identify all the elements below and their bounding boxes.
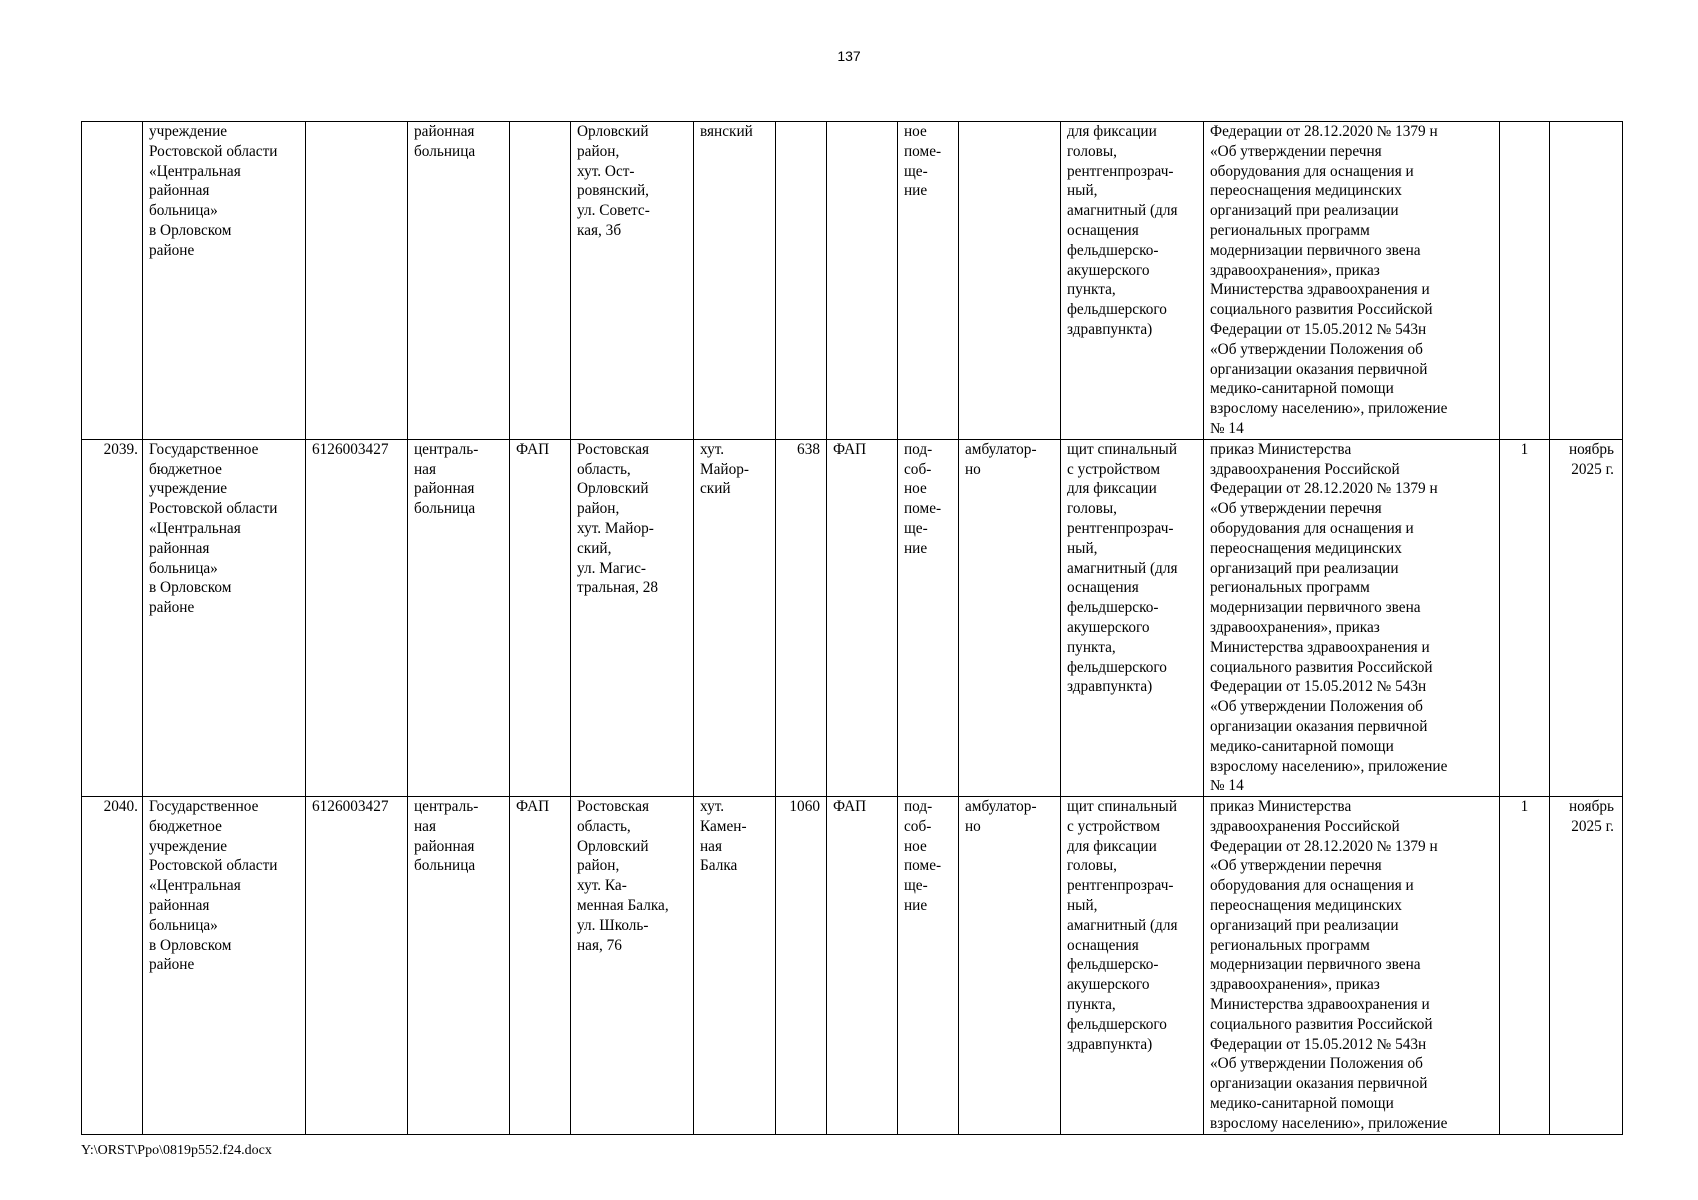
cell-unit-2 — [827, 122, 898, 440]
cell-care-type: амбулатор- но — [959, 439, 1061, 796]
cell-basis: Федерации от 28.12.2020 № 1379 н «Об утверждении перечня оборудования для оснащения и переоснащения медицинских организаций при реализации региональных программ модернизации первичного звена здравоохранения», приказ Министерства здравоохранения и социального развития Российской Федерации от 15.05.2012 № 543н «Об утверждении Положения об организации оказания первичной медико-санитарной помощи взрослому населению», приложение № 14 — [1204, 122, 1500, 440]
cell-premises: под- соб- ное поме- ще- ние — [898, 439, 959, 796]
page-number: 137 — [837, 48, 861, 64]
cell-quantity: 1 — [1500, 797, 1550, 1135]
cell-address: Ростовская область, Орловский район, хут. Майор- ский, ул. Магис- тральная, 28 — [571, 439, 694, 796]
cell-organization: Государственное бюджетное учреждение Ростовской области «Центральная районная больница» в Орловском районе — [143, 797, 306, 1135]
cell-unit — [510, 122, 571, 440]
cell-address: Орловский район, хут. Ост- ровянский, ул. Советс- кая, 3б — [571, 122, 694, 440]
cell-equipment: щит спинальный с устройством для фиксации головы, рентгенпрозрач- ный, амагнитный (для оснащения фельдшерско- акушерского пункта, фельдшерского здравпункта) — [1061, 439, 1204, 796]
cell-number: 2040. — [82, 797, 143, 1135]
cell-care-type — [959, 122, 1061, 440]
cell-inn: 6126003427 — [306, 797, 408, 1135]
cell-org-type: централь- ная районная больница — [408, 439, 510, 796]
cell-date: ноябрь 2025 г. — [1550, 439, 1623, 796]
cell-care-type: амбулатор- но — [959, 797, 1061, 1135]
cell-premises: под- соб- ное поме- ще- ние — [898, 797, 959, 1135]
cell-organization: Государственное бюджетное учреждение Ростовской области «Центральная районная больница» в Орловском районе — [143, 439, 306, 796]
table-row — [82, 797, 1623, 1135]
file-path-footer: Y:\ORST\Ppo\0819p552.f24.docx — [81, 1143, 272, 1158]
cell-locality: вянский — [694, 122, 776, 440]
cell-population: 1060 — [776, 797, 827, 1135]
cell-org-type: районная больница — [408, 122, 510, 440]
cell-inn — [306, 122, 408, 440]
cell-number — [82, 122, 143, 440]
cell-number: 2039. — [82, 439, 143, 796]
cell-org-type: централь- ная районная больница — [408, 797, 510, 1135]
cell-unit-2: ФАП — [827, 439, 898, 796]
cell-unit-2: ФАП — [827, 797, 898, 1135]
cell-locality: хут. Камен- ная Балка — [694, 797, 776, 1135]
cell-equipment: для фиксации головы, рентгенпрозрач- ный, амагнитный (для оснащения фельдшерско- акушерского пункта, фельдшерского здравпункта) — [1061, 122, 1204, 440]
cell-unit: ФАП — [510, 797, 571, 1135]
cell-basis: приказ Министерства здравоохранения Российской Федерации от 28.12.2020 № 1379 н «Об утверждении перечня оборудования для оснащения и переоснащения медицинских организаций при реализации региональных программ модернизации первичного звена здравоохранения», приказ Министерства здравоохранения и социального развития Российской Федерации от 15.05.2012 № 543н «Об утверждении Положения об организации оказания первичной медико-санитарной помощи взрослому населению», приложение — [1204, 797, 1500, 1135]
table-row — [82, 122, 1623, 440]
cell-equipment: щит спинальный с устройством для фиксации головы, рентгенпрозрач- ный, амагнитный (для оснащения фельдшерско- акушерского пункта, фельдшерского здравпункта) — [1061, 797, 1204, 1135]
cell-inn: 6126003427 — [306, 439, 408, 796]
cell-address: Ростовская область, Орловский район, хут. Ка- менная Балка, ул. Школь- ная, 76 — [571, 797, 694, 1135]
cell-quantity: 1 — [1500, 439, 1550, 796]
cell-population: 638 — [776, 439, 827, 796]
cell-premises: ное поме- ще- ние — [898, 122, 959, 440]
cell-population — [776, 122, 827, 440]
cell-quantity — [1500, 122, 1550, 440]
table-row — [82, 439, 1623, 796]
cell-organization: учреждение Ростовской области «Центральная районная больница» в Орловском районе — [143, 122, 306, 440]
cell-date: ноябрь 2025 г. — [1550, 797, 1623, 1135]
cell-locality: хут. Майор- ский — [694, 439, 776, 796]
equipment-table — [81, 121, 1623, 1135]
cell-date — [1550, 122, 1623, 440]
cell-unit: ФАП — [510, 439, 571, 796]
cell-basis: приказ Министерства здравоохранения Российской Федерации от 28.12.2020 № 1379 н «Об утверждении перечня оборудования для оснащения и переоснащения медицинских организаций при реализации региональных программ модернизации первичного звена здравоохранения», приказ Министерства здравоохранения и социального развития Российской Федерации от 15.05.2012 № 543н «Об утверждении Положения об организации оказания первичной медико-санитарной помощи взрослому населению», приложение № 14 — [1204, 439, 1500, 796]
